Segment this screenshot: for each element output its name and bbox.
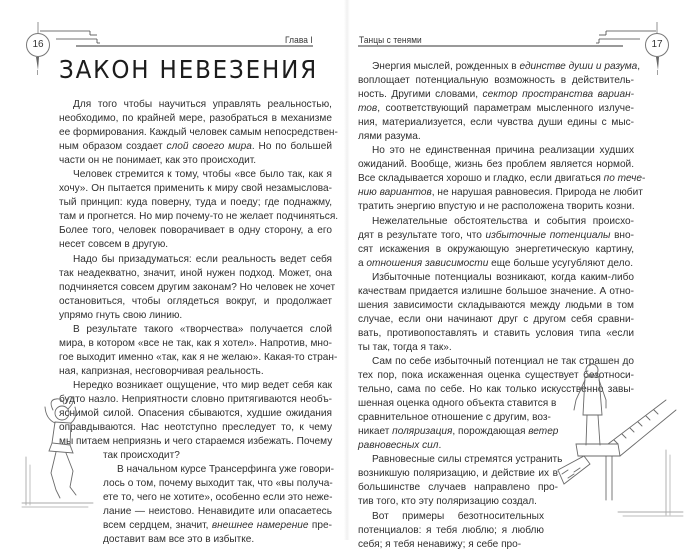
staircase-man-illustration [548, 360, 688, 525]
text-line [358, 88, 634, 102]
text-run: себя; я тебя ненавижу; я себе про- [358, 538, 522, 550]
text-run: пре- [308, 520, 332, 532]
text-line [358, 102, 634, 116]
text-line [59, 351, 338, 365]
text-run: . Но по большей [251, 141, 332, 153]
text-run: большинстве случаев направлено про- [358, 482, 558, 494]
emphasis-text: ветер [528, 426, 559, 438]
text-line [358, 439, 544, 453]
paragraph [358, 215, 634, 271]
text-line [358, 327, 634, 341]
emphasis-text: единстве души и разума [519, 61, 638, 72]
text-run: а [358, 257, 367, 269]
text-run: гое выходит именно «так, как я не желаю». Какая-то стран- [59, 351, 338, 363]
emphasis-text: нию вариантов [358, 187, 432, 199]
text-line [358, 510, 544, 524]
text-run: вать, противопоставлять и ставить условия типа «если [358, 327, 634, 339]
text-run: качествам придается излишне большое значение. А отно- [358, 285, 634, 297]
text-run: тив того, кто эту поляризацию создал. [358, 496, 537, 508]
text-run: ожиданий. Вообще, жизнь без проблем является нормой. [358, 159, 634, 171]
text-line [59, 154, 332, 168]
paragraph [59, 323, 338, 379]
text-run: Сам по себе избыточный потенциал не так страшен до [372, 355, 634, 367]
paragraph [59, 379, 332, 463]
text-run: ете то, чего не хотите», особенно если это неже- [103, 492, 333, 504]
text-line [358, 467, 558, 481]
text-run: тый принцип: куда поверну, туда и поеду; где поднажму, [59, 197, 332, 209]
text-line [358, 172, 646, 186]
paragraph [59, 463, 332, 547]
text-line [59, 210, 339, 224]
running-head: Танцы с тенями [359, 35, 422, 46]
text-line [358, 271, 634, 285]
text-run: Все складывается хорошо и гладко, если двигаться [358, 173, 604, 185]
left-page [0, 0, 347, 546]
text-line [358, 186, 643, 200]
text-run: еще больше усугубляют дело. [488, 257, 634, 269]
paragraph [59, 253, 336, 323]
text-line [59, 393, 332, 407]
text-run: никает [358, 426, 393, 438]
text-line [59, 224, 332, 238]
text-run: потенциалов: я тебя люблю; я люблю [358, 524, 544, 536]
text-run: упрямо гнуть свою линию. [59, 309, 183, 321]
text-line [358, 60, 641, 74]
paragraph [358, 60, 641, 144]
text-line [59, 168, 332, 182]
text-line [59, 126, 338, 140]
text-run: Энергия мыслей, рожденных в [372, 61, 520, 72]
text-run: тратить энергию впустую и не расположена творить козни. [358, 201, 635, 213]
text-run: лями разума. [358, 131, 421, 143]
text-line [358, 158, 634, 172]
text-run: , не нарушая равновесия. Природа не любит [431, 187, 643, 199]
paragraph [59, 98, 338, 168]
text-line [358, 130, 634, 144]
text-line [59, 365, 332, 379]
text-run: так происходит? [103, 450, 180, 462]
text-line [59, 281, 336, 295]
text-line [59, 379, 332, 393]
text-line [59, 421, 332, 435]
emphasis-text: тов [358, 103, 378, 115]
text-run: Избыточные потенциалы возникают, когда каким-либо [372, 271, 634, 283]
emphasis-text: поляризация [392, 426, 453, 438]
text-run: дят в результате того, что [358, 229, 486, 241]
text-line [358, 411, 551, 425]
text-run: лось о том, почему выходит так, что «вы получа- [103, 478, 333, 490]
text-line [59, 463, 332, 477]
text-line [358, 285, 634, 299]
text-run: остановиться, чтобы оглядеться вокруг, и продолжает [59, 295, 332, 307]
emphasis-text: избыточные потенциалы [485, 229, 611, 241]
text-run: возникшую поляризацию, и действие их в [358, 468, 558, 480]
text-run: тех пор, пока искаженная оценка существует безотноси- [358, 370, 634, 382]
text-run: необходимо, по крайней мере, разобраться в механизме [59, 113, 332, 125]
body-text [59, 98, 339, 548]
text-line [358, 397, 557, 411]
text-line [358, 425, 559, 439]
text-line [59, 505, 332, 519]
text-line [358, 299, 634, 313]
text-run: лание — неистово. Ненавидите или опасаетесь [103, 506, 332, 518]
text-line [59, 253, 332, 267]
page-number: 17 [645, 33, 669, 57]
emphasis-text: равновесных сил [358, 440, 439, 452]
text-run: случае, если они начинают друг с другом себя сравни- [358, 313, 634, 325]
text-line [358, 243, 634, 257]
text-run: тельно, сама по себе. Но как только искусственно завы- [358, 384, 634, 396]
text-run: Для того чтобы научиться управлять реальностью, [73, 99, 332, 110]
text-line [358, 74, 634, 88]
text-run: оправдываются. Нас неотступно преследует то, к чему [59, 422, 332, 434]
running-head: Глава I [285, 35, 313, 46]
paragraph [358, 144, 646, 214]
text-run: , соответствующий параметрам мысленного излуче- [377, 103, 634, 115]
text-line [59, 196, 332, 210]
text-line [358, 481, 558, 495]
text-line [59, 182, 332, 196]
text-run: , [637, 61, 641, 72]
emphasis-text: по тече- [603, 173, 646, 185]
text-run: будто назло. Неприятности словно притягиваются необъ- [59, 393, 332, 405]
text-line [358, 200, 634, 214]
text-run: хочу». Он пытается применить к миру свой незамыслова- [59, 183, 332, 195]
text-line [59, 267, 332, 281]
text-run: части он не понимает, как это происходит. [59, 155, 257, 167]
text-run: несет совсем в другую. [59, 239, 169, 251]
text-run: ным образом создает [59, 141, 167, 153]
text-line [59, 295, 332, 309]
text-line [59, 112, 332, 126]
text-run: Равновесные силы стремятся устранить [372, 454, 563, 466]
text-run: ность. Другими словами, [358, 89, 483, 101]
text-run: шения зависимости складываются между людьми в том [358, 299, 634, 311]
text-line [59, 435, 332, 449]
text-run: шенная оценка одного объекта ставится в [358, 398, 557, 410]
paragraph [358, 271, 634, 355]
text-run: так неадекватно, значит, иной нужен подход. Может, она [59, 267, 332, 279]
text-line [358, 257, 634, 271]
text-run: ная, капризная, несговорчивая реальность. [59, 365, 264, 377]
text-run: вно- [610, 229, 634, 241]
text-line [59, 519, 332, 533]
text-run: Надо бы призадуматься: если реальность ведет себя [73, 253, 332, 265]
emphasis-text: внешнее намерение [211, 520, 309, 532]
text-run: ния, материализуется, если чувства души едины с мыс- [358, 117, 634, 129]
text-run: мира, в котором «все не так, как я хотел». Напротив, мно- [59, 337, 332, 349]
text-line [358, 495, 558, 509]
text-run: мы питаем неприязнь и чего стараемся избежать. Почему [59, 436, 333, 448]
text-line [59, 477, 332, 491]
text-run: сят искажения в окружающую энергетическую картину, [358, 243, 634, 255]
text-line [59, 98, 332, 112]
text-line [358, 229, 634, 243]
text-line [358, 144, 634, 158]
text-run: В результате такого «творчества» получается слой [73, 323, 332, 335]
emphasis-text: сектор пространства вариан- [482, 89, 634, 101]
text-run: яснимой силой. Опасения сбываются, худшие ожидания [59, 408, 332, 420]
text-run: ее формирования. Каждый человек самым непосредствен- [59, 127, 338, 139]
text-run: там и прогнется. Но мир почему-то не желает подчиняться. [59, 211, 339, 223]
emphasis-text: отношения зависимости [366, 257, 489, 269]
text-run: Более того, человек поворачивает в одну сторону, а его [59, 225, 332, 237]
text-line [59, 309, 332, 323]
chapter-title: ЗАКОН НЕВЕЗЕНИЯ [59, 55, 319, 84]
text-run: Нередко возникает ощущение, что мир ведет себя как [73, 379, 332, 391]
text-line [358, 215, 634, 229]
paragraph [59, 168, 339, 252]
text-run: Вот примеры безотносительных [372, 510, 544, 522]
text-run: воплощает потенциальную возможность в действитель- [358, 75, 634, 87]
text-line [358, 453, 563, 467]
right-page [348, 0, 695, 550]
text-line [59, 533, 332, 547]
text-line [358, 116, 634, 130]
emphasis-text: слой своего мира [166, 141, 252, 153]
text-run: ты так, тогда я так». [358, 341, 452, 353]
text-line [358, 313, 634, 327]
text-line [59, 337, 332, 351]
text-line [59, 407, 332, 421]
text-run: . [438, 440, 442, 452]
text-run: всем сердцем, значит, [103, 520, 212, 532]
text-line [59, 323, 332, 337]
text-run: Нежелательные обстоятельства и события происхо- [372, 215, 634, 227]
text-line [358, 341, 634, 355]
text-line [59, 491, 332, 505]
text-run: Человек стремится к тому, чтобы «все было так, как я [73, 169, 332, 181]
text-run: , порождающая [452, 426, 529, 438]
text-run: Но это не единственная причина реализации худших [372, 145, 634, 157]
text-run: доставит вам все это в избытке. [103, 534, 255, 546]
text-line [59, 238, 332, 252]
text-run: В начальном курсе Трансерфинга уже говори- [117, 464, 334, 476]
text-line [59, 140, 332, 154]
text-run: подчиняется совсем другим законам? Но человек не хочет [59, 281, 336, 293]
text-line [358, 524, 544, 538]
text-line [59, 449, 332, 463]
jumping-man-illustration [18, 395, 98, 515]
text-run: сравнительное отношение с другим, воз- [358, 412, 551, 424]
page-number: 16 [26, 33, 50, 57]
